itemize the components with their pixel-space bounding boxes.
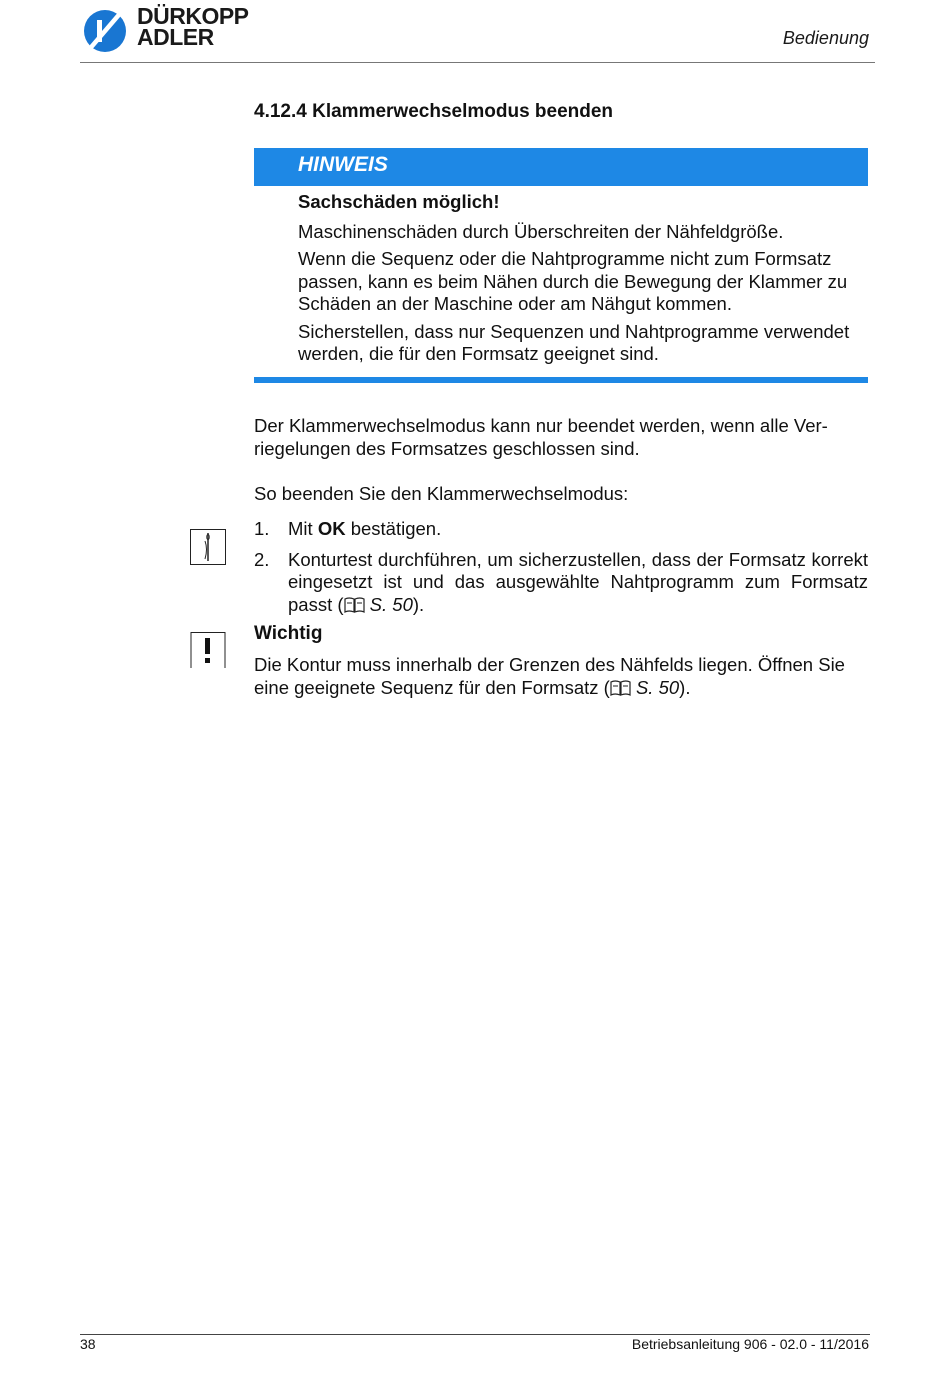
footer-divider — [80, 1334, 870, 1335]
list-item — [254, 549, 868, 617]
step-text-end: bestätigen. — [345, 518, 442, 539]
document-info: Betriebsanleitung 906 - 02.0 - 11/2016 — [631, 1336, 869, 1352]
important-body — [254, 654, 868, 699]
book-reference-icon — [610, 680, 631, 696]
notice-heading: Sachschäden möglich! — [298, 191, 500, 212]
notice-line-3: Sicherstellen, dass nur Sequenzen und Nahtprogramme verwendet werden, die für den Formsatz geeignet sind. — [298, 320, 850, 364]
notice-line-2: Wenn die Sequenz oder die Nahtprogramme nicht zum Formsatz passen, kann es beim Nähen durch die Bewegung der Klammer zu Schäden an der Maschine oder am Nähgut kommen. — [298, 248, 848, 314]
notice-label: HINWEIS — [298, 153, 388, 176]
page-number: 38 — [80, 1336, 96, 1352]
header-section-label: Bedienung — [782, 28, 869, 48]
book-reference-icon — [344, 597, 365, 613]
steps-list — [254, 518, 868, 624]
important-text: Die Kontur muss innerhalb der Grenzen des Nähfelds liegen. Öffnen Sie eine geeignete Sequenz für den Formsatz ( — [254, 654, 845, 698]
notice-bottom-bar — [254, 377, 868, 383]
important-text-close: ). — [679, 676, 691, 698]
step-number: 1. — [254, 518, 270, 539]
intro-paragraph: Der Klammerwechselmodus kann nur beendet werden, wenn alle Ver-riegelungen des Formsatzes geschlossen sind. — [254, 415, 828, 459]
notice-line-1: Maschinenschäden durch Überschreiten der Nähfeldgröße. — [298, 220, 784, 242]
notice-body — [298, 191, 868, 371]
page-reference-link[interactable]: S. 50 — [635, 676, 680, 698]
step-text-close: ). — [412, 593, 425, 615]
step-text: Mit — [288, 518, 318, 539]
section-title: 4.12.4 Klammerwechselmodus beenden — [254, 101, 614, 122]
header-divider — [80, 62, 875, 63]
needle-icon — [190, 529, 226, 565]
ok-key-label: OK — [317, 518, 346, 539]
step-text: Konturtest durchführen, um sicherzustellen, dass der Formsatz korrekt eingesetzt ist und das ausgewählte Nahtprogramm zum Formsatz passt ( — [288, 548, 868, 615]
brand-name: DÜRKOPP ADLER — [137, 3, 249, 50]
instruction-lead: So beenden Sie den Klammerwechselmodus: — [254, 483, 629, 504]
exclamation-icon — [190, 632, 226, 668]
list-item — [254, 518, 868, 541]
important-title: Wichtig — [254, 623, 323, 644]
step-number: 2. — [254, 548, 270, 570]
page-reference-link[interactable]: S. 50 — [369, 593, 413, 615]
